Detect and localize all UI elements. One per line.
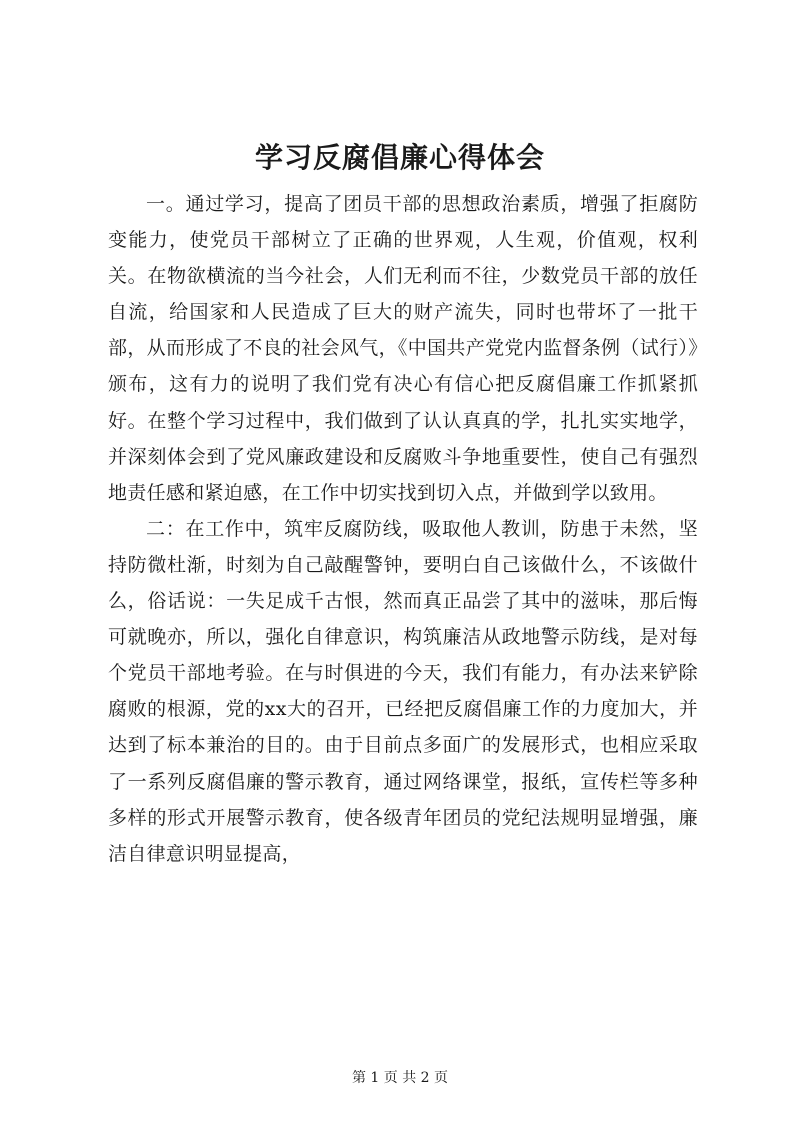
page-footer: 第 1 页 共 2 页 [351, 1070, 449, 1086]
paragraph-2: 二：在工作中，筑牢反腐防线，吸取他人教训，防患于未然，坚持防微杜渐，时刻为自己敲醒警钟，要明白自己该做什么，不该做什么，俗话说：一失足成千古恨，然而真正品尝了其中的滋味，那后悔可就晚亦，所以，强化自律意识，构筑廉洁从政地警示防线，是对每个党员干部地考验。在与时俱进的今天，我们有能力，有办法来铲除腐败的根源，党的xx大的召开，已经把反腐倡廉工作的力度加大，并达到了标本兼治的目的。由于目前点多面广的发展形式，也相应采取了一系列反腐倡廉的警示教育，通过网络课堂，报纸，宣传栏等多种多样的形式开展警示教育，使各级青年团员的党纪法规明显增强，廉洁自律意识明显提高， [108, 517, 698, 865]
document-body [108, 186, 698, 872]
paragraph-1: 一。通过学习，提高了团员干部的思想政治素质，增强了拒腐防变能力，使党员干部树立了正确的世界观，人生观，价值观，权利关。在物欲横流的当今社会，人们无利而不往，少数党员干部的放任自流，给国家和人民造成了巨大的财产流失，同时也带坏了一批干部，从而形成了不良的社会风气，《中国共产党党内监督条例（试行）》颁布，这有力的说明了我们党有决心有信心把反腐倡廉工作抓紧抓好。在整个学习过程中，我们做到了认认真真的学，扎扎实实地学，并深刻体会到了党风廉政建设和反腐败斗争地重要性，使自己有强烈地责任感和紧迫感，在工作中切实找到切入点，并做到学以致用。 [108, 193, 698, 504]
document-title: 学习反腐倡廉心得体会 [254, 141, 545, 174]
